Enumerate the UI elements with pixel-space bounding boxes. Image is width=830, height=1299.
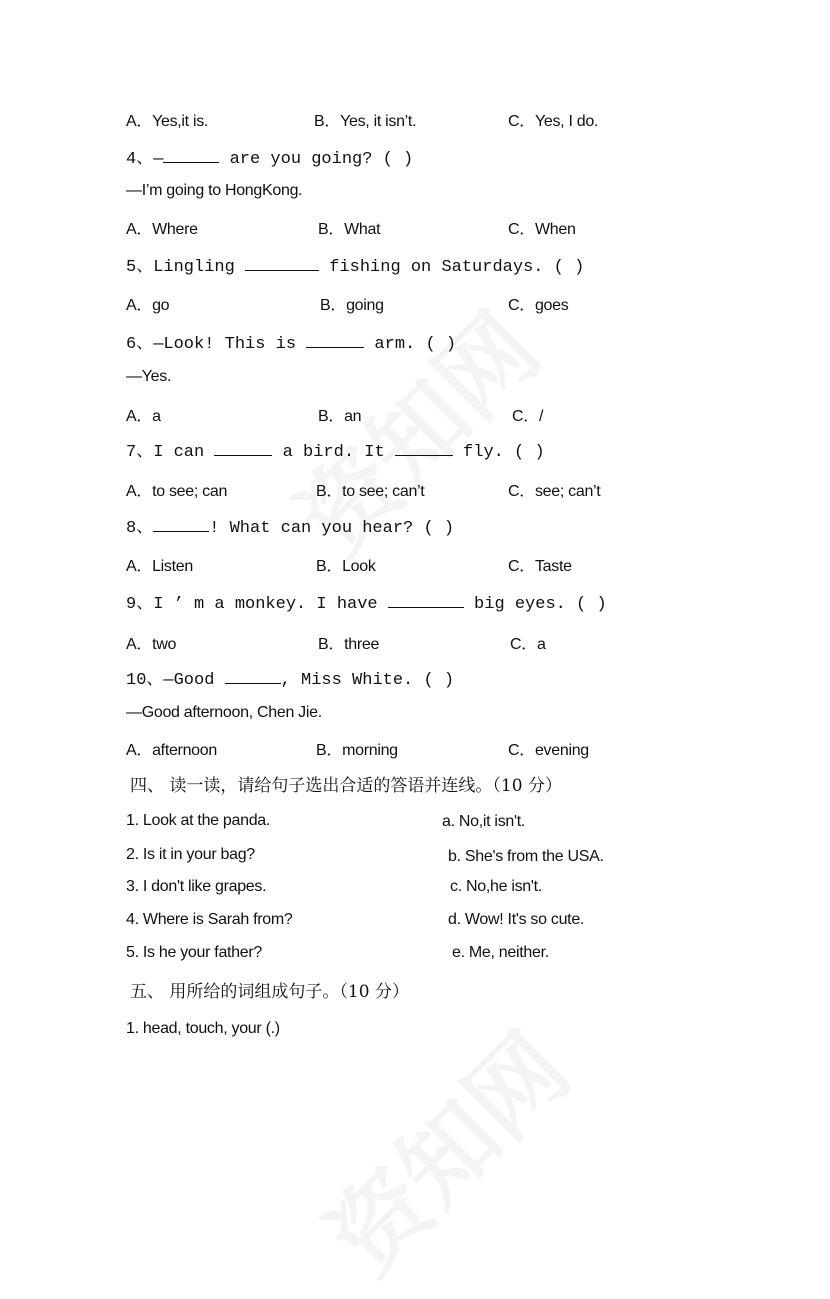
q4-option-c[interactable]: C．When xyxy=(508,221,576,238)
q4-option-a[interactable]: A．Where xyxy=(126,221,198,238)
section4-right-item[interactable]: a. No,it isn't. xyxy=(442,813,526,830)
watermark xyxy=(294,998,595,1299)
q7-rest: fly. ( ) xyxy=(452,443,545,462)
q10-prefix: 10、—Good xyxy=(126,671,225,690)
q6-option-c[interactable]: C．/ xyxy=(512,408,544,425)
q6-option-b[interactable]: B．an xyxy=(318,408,362,425)
q7-option-a[interactable]: A．to see; can xyxy=(126,483,228,500)
q9-option-b[interactable]: B．three xyxy=(318,636,380,653)
q10-option-a[interactable]: A．afternoon xyxy=(126,742,217,759)
section4-right-item[interactable]: b. She's from the USA. xyxy=(448,848,604,865)
q8-option-a[interactable]: A．Listen xyxy=(126,558,193,575)
q7-option-c[interactable]: C．see; can’t xyxy=(508,483,601,500)
q10-blank[interactable] xyxy=(225,669,281,684)
q8-options xyxy=(126,553,726,573)
q7-blank-1[interactable] xyxy=(214,441,272,456)
q4-answer: —I’m going to HongKong. xyxy=(126,182,303,199)
q7-blank-2[interactable] xyxy=(395,441,453,456)
q5-option-a[interactable]: A．go xyxy=(126,297,170,314)
section4-left-item[interactable]: 5. Is he your father? xyxy=(126,944,263,961)
q8-question xyxy=(126,512,454,538)
q6-prefix: 6、—Look! This is xyxy=(126,335,307,354)
q9-option-c[interactable]: C．a xyxy=(510,636,546,653)
q10-answer: —Good afternoon, Chen Jie. xyxy=(126,704,322,721)
q7-option-b[interactable]: B．to see; can’t xyxy=(316,483,425,500)
section4-left-item[interactable]: 3. I don't like grapes. xyxy=(126,878,267,895)
q9-options xyxy=(126,631,726,651)
section4-right-item[interactable]: e. Me, neither. xyxy=(452,944,549,961)
q6-question xyxy=(126,328,456,354)
q4-blank[interactable] xyxy=(163,148,219,163)
q5-blank[interactable] xyxy=(245,256,319,271)
q9-question xyxy=(126,588,607,614)
q3-option-a[interactable]: A．Yes,it is. xyxy=(126,113,209,130)
section4-left-item[interactable]: 1. Look at the panda. xyxy=(126,812,271,829)
q6-answer: —Yes. xyxy=(126,368,172,385)
q4-question xyxy=(126,143,413,169)
q4-option-b[interactable]: B．What xyxy=(318,221,381,238)
q5-prefix: 5、Lingling xyxy=(126,258,246,277)
q10-option-c[interactable]: C．evening xyxy=(508,742,589,759)
section4-heading: 四、 读一读，请给句子选出合适的答语并连线。（10 分） xyxy=(130,776,562,796)
q5-option-c[interactable]: C．goes xyxy=(508,297,569,314)
q10-rest: , Miss White. ( ) xyxy=(280,671,455,690)
section4-left-item[interactable]: 2. Is it in your bag? xyxy=(126,846,255,863)
section5-heading: 五、 用所给的词组成句子。（10 分） xyxy=(130,982,409,1002)
section4-right-item[interactable]: d. Wow! It's so cute. xyxy=(448,911,585,928)
q7-prefix: 7、I can xyxy=(126,443,215,462)
section4-right-item[interactable]: c. No,he isn't. xyxy=(450,878,542,895)
q7-middle: a bird. It xyxy=(272,443,395,462)
q8-blank[interactable] xyxy=(153,517,209,532)
q7-options xyxy=(126,478,726,498)
q5-options xyxy=(126,292,726,312)
q8-option-b[interactable]: B．Look xyxy=(316,558,376,575)
q4-options xyxy=(126,216,726,236)
q5-rest: fishing on Saturdays. ( ) xyxy=(319,258,585,277)
q9-rest: big eyes. ( ) xyxy=(463,595,607,614)
q4-rest: are you going? ( ) xyxy=(219,150,414,169)
q10-question xyxy=(126,664,454,690)
q6-option-a[interactable]: A．a xyxy=(126,408,161,425)
q9-prefix: 9、I ’ m a monkey. I have xyxy=(126,595,388,614)
section4-left-item[interactable]: 4. Where is Sarah from? xyxy=(126,911,293,928)
q6-blank[interactable] xyxy=(306,333,364,348)
q5-question xyxy=(126,251,584,277)
q3-options xyxy=(126,108,726,128)
q5-option-b[interactable]: B．going xyxy=(320,297,384,314)
q3-option-b[interactable]: B．Yes, it isn’t. xyxy=(314,113,417,130)
q9-option-a[interactable]: A．two xyxy=(126,636,177,653)
q8-rest: ! What can you hear? ( ) xyxy=(209,519,455,538)
q8-prefix: 8、 xyxy=(126,519,154,538)
q10-option-b[interactable]: B．morning xyxy=(316,742,398,759)
q9-blank[interactable] xyxy=(388,593,464,608)
q8-option-c[interactable]: C．Taste xyxy=(508,558,572,575)
section5-item: 1. head, touch, your (.) xyxy=(126,1020,280,1037)
q7-question xyxy=(126,436,545,462)
q4-prefix: 4、— xyxy=(126,150,164,169)
q3-option-c[interactable]: C．Yes, I do. xyxy=(508,113,599,130)
q6-rest: arm. ( ) xyxy=(364,335,457,354)
q10-options xyxy=(126,737,726,757)
q6-options xyxy=(126,403,726,423)
